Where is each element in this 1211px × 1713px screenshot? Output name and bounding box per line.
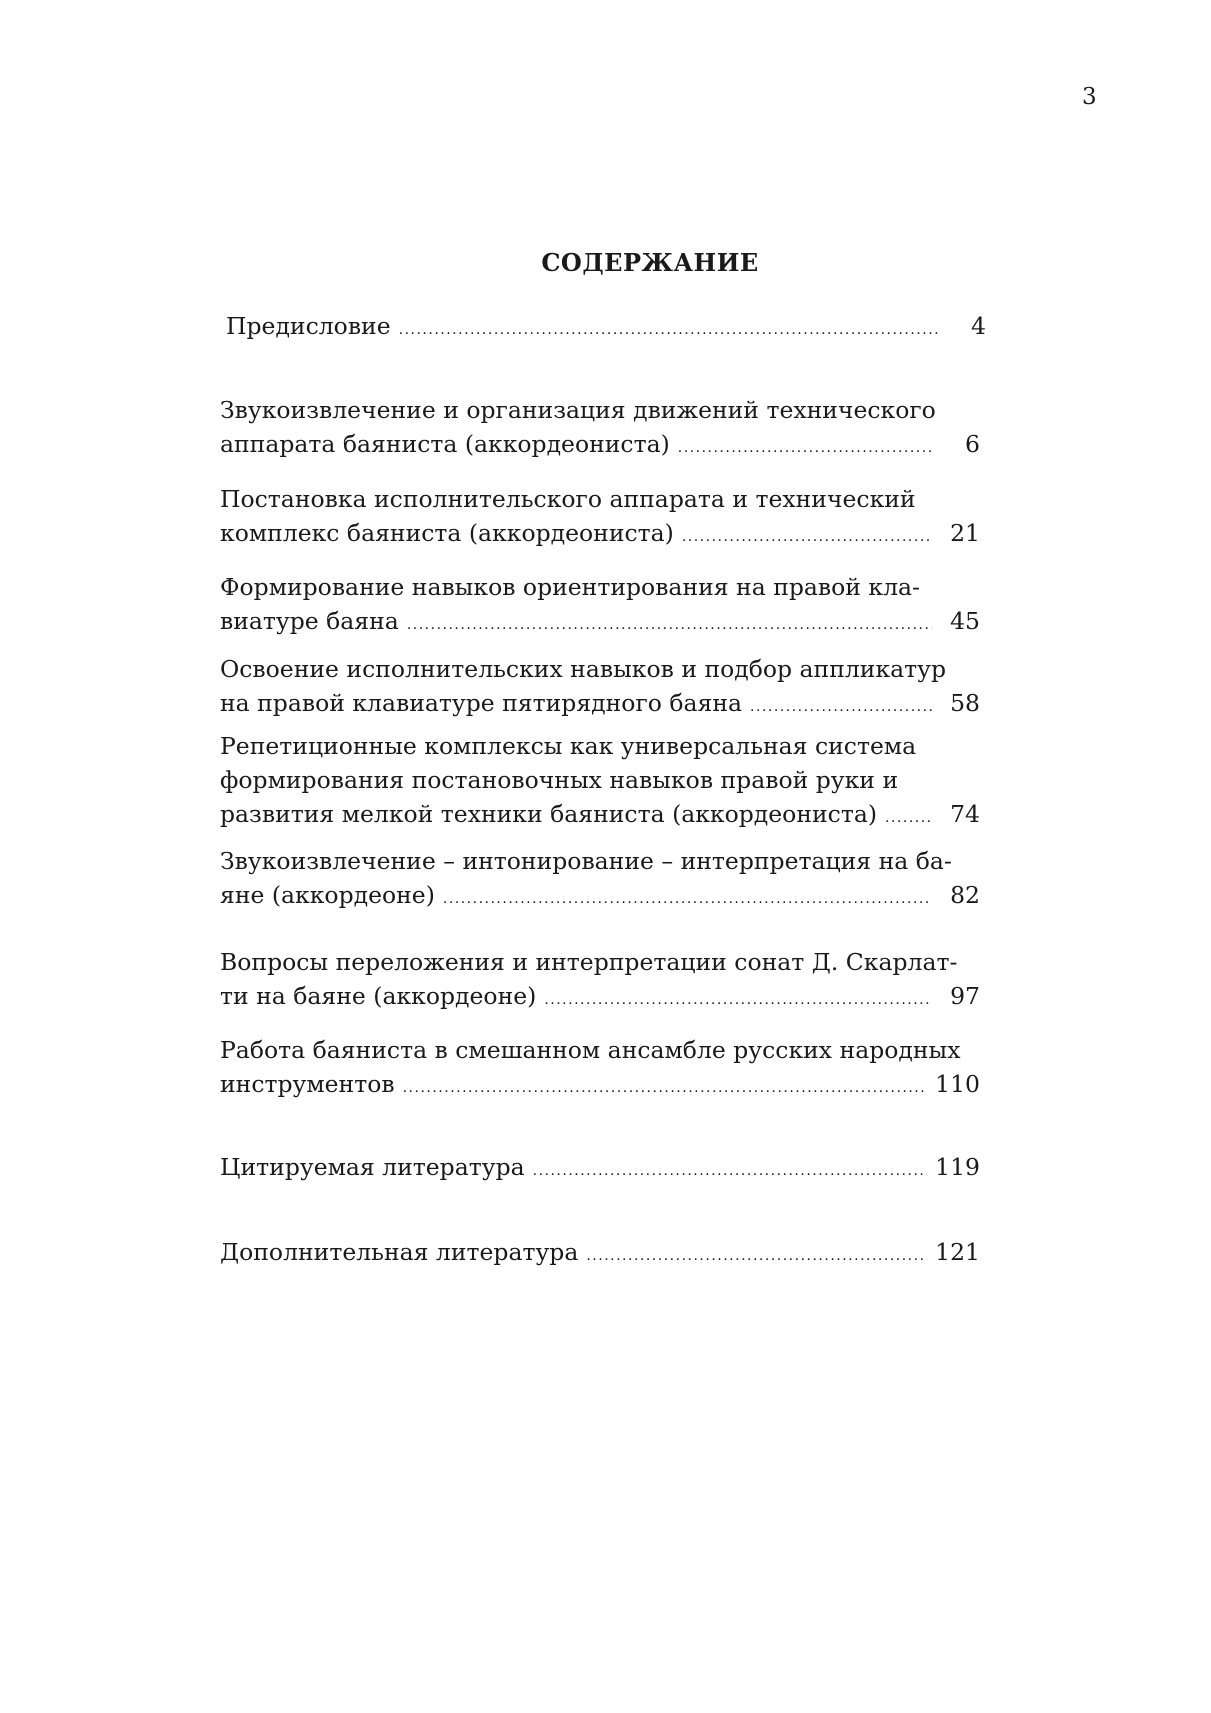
toc-entry-orientation[interactable] — [220, 570, 980, 642]
toc-entry-title: Предисловие — [226, 312, 391, 340]
toc-entry-fingering[interactable] — [220, 652, 980, 724]
toc-entry-title: комплекс баяниста (аккордеониста) — [220, 519, 674, 547]
toc-entry-line: формирования постановочных навыков правой руки и — [220, 766, 899, 794]
toc-entry-line: Звукоизвлечение и организация движений технического — [220, 396, 936, 424]
toc-entry-setup[interactable] — [220, 482, 980, 554]
toc-entry-sound-production[interactable] — [220, 393, 980, 465]
toc-entry-page: 4 — [971, 312, 986, 340]
toc-entry-title: на правой клавиатуре пятирядного баяна — [220, 689, 743, 717]
dot-leader — [544, 983, 932, 1017]
dot-leader — [399, 313, 938, 347]
toc-entry-line: Постановка исполнительского аппарата и технический — [220, 485, 916, 513]
toc-entry-title: Дополнительная литература — [220, 1238, 579, 1266]
toc-entry-additional-literature[interactable] — [220, 1235, 980, 1273]
toc-entry-page: 97 — [950, 982, 980, 1010]
dot-leader — [443, 882, 932, 916]
toc-entry-page: 119 — [935, 1153, 980, 1181]
dot-leader — [403, 1071, 928, 1105]
toc-entry-scarlatti[interactable] — [220, 945, 980, 1017]
dot-leader — [750, 690, 932, 724]
toc-entry-title: виатуре баяна — [220, 607, 399, 635]
toc-entry-line: Вопросы переложения и интерпретации сонат Д. Скарлат- — [220, 948, 958, 976]
toc-entry-cited-literature[interactable] — [220, 1150, 980, 1188]
toc-entry-line: Репетиционные комплексы как универсальная система — [220, 732, 917, 760]
toc-entry-line: Формирование навыков ориентирования на правой кла- — [220, 573, 920, 601]
toc-entry-page: 21 — [950, 519, 980, 547]
toc-entry-preface[interactable] — [226, 309, 986, 347]
dot-leader — [533, 1154, 928, 1188]
dot-leader — [586, 1239, 927, 1273]
toc-entry-title: развития мелкой техники баяниста (аккордеониста) — [220, 800, 878, 828]
toc-entry-repetition[interactable] — [220, 729, 980, 835]
toc-entry-page: 82 — [950, 881, 980, 909]
toc-entry-title: инструментов — [220, 1070, 395, 1098]
dot-leader — [682, 520, 932, 554]
toc-entry-page: 6 — [965, 430, 980, 458]
toc-entry-title: Цитируемая литература — [220, 1153, 525, 1181]
toc-entry-ensemble[interactable] — [220, 1033, 980, 1105]
toc-title: СОДЕРЖАНИЕ — [541, 248, 759, 277]
toc-entry-page: 45 — [950, 607, 980, 635]
toc-entry-line: Звукоизвлечение – интонирование – интерпретация на ба- — [220, 847, 952, 875]
dot-leader — [407, 608, 932, 642]
toc-entry-page: 58 — [950, 689, 980, 717]
toc-entry-page: 110 — [935, 1070, 980, 1098]
dot-leader — [678, 431, 932, 465]
dot-leader — [885, 801, 932, 835]
page-number: 3 — [1082, 84, 1097, 110]
toc-entry-intonation[interactable] — [220, 844, 980, 916]
toc-entry-title: аппарата баяниста (аккордеониста) — [220, 430, 670, 458]
toc-entry-page: 121 — [935, 1238, 980, 1266]
toc-entry-line: Работа баяниста в смешанном ансамбле русских народных — [220, 1036, 961, 1064]
toc-entry-title: ти на баяне (аккордеоне) — [220, 982, 537, 1010]
toc-entry-line: Освоение исполнительских навыков и подбор аппликатур — [220, 655, 947, 683]
toc-entry-title: яне (аккордеоне) — [220, 881, 435, 909]
toc-entry-page: 74 — [950, 800, 980, 828]
